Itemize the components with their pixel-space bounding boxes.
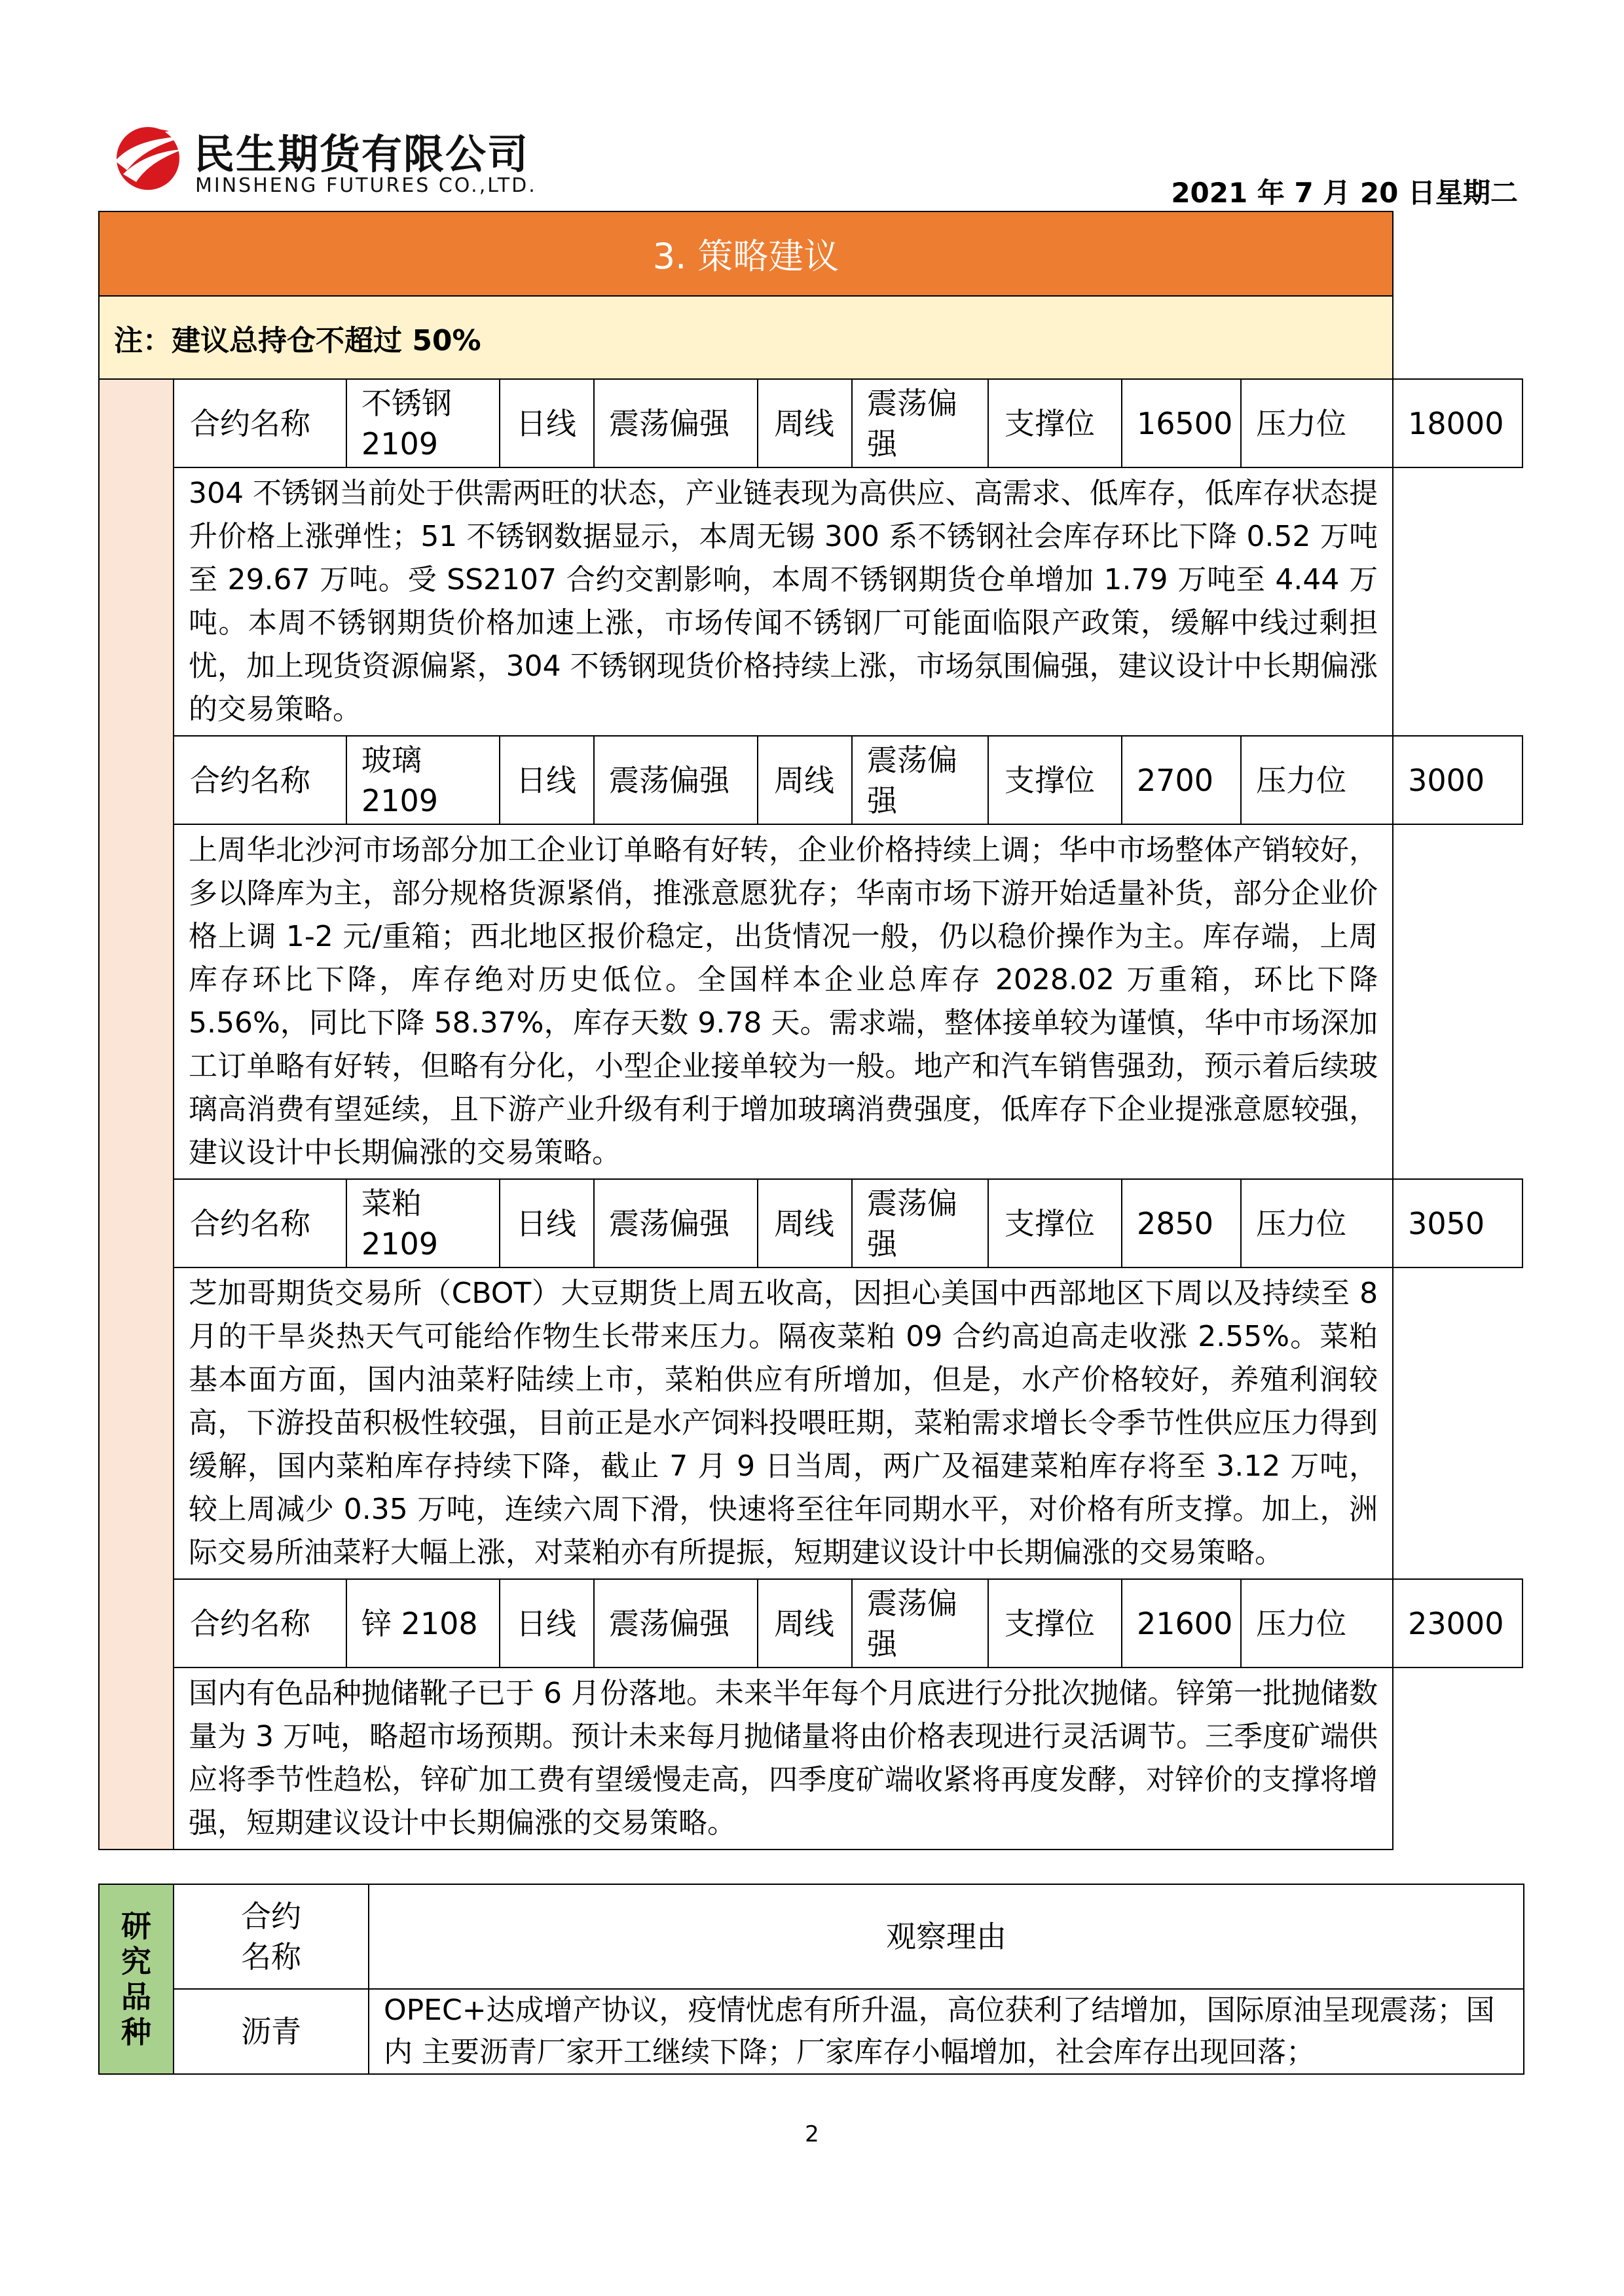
strategy-header-row [99,1579,1522,1667]
company-name-cn: 民生期货有限公司 [194,130,530,178]
strategy-header-row [99,1179,1522,1267]
weekly-label: 周线 [758,1179,852,1267]
daily-label: 日线 [500,736,594,824]
pressure-value: 18000 [1393,379,1522,467]
support-value: 21600 [1122,1579,1241,1667]
company-name-en: MINSHENG FUTURES CO.,LTD. [195,174,537,197]
minsheng-logo-icon [110,118,190,195]
weekly-label: 周线 [758,379,852,467]
contract-name: 菜粕 2109 [346,1179,500,1267]
daily-trend: 震荡偏强 [594,379,758,467]
strategy-text: 上周华北沙河市场部分加工企业订单略有好转，企业价格持续上调；华中市场整体产销较好，多以降库为主，部分规格货源紧俏，推涨意愿犹存；华南市场下游开始适量补货，部分企业价格上调 1-2 元/重箱；西北地区报价稳定，出货情况一般，仍以稳价操作为主。库存端，上周库存环比下降，库存绝对历史低位。全国样本企业总库存 2028.02 万重箱，环比下降 5.56%，同比下降 58.37%，库存天数 9.78 天。需求端，整体接单较为谨慎，华中市场深加工订单略有好转，但略有分化，小型企业接单较为一般。地产和汽车销售强劲，预示着后续玻璃高消费有望延续，且下游产业升级有利于增加玻璃消费强度，低库存下企业提涨意愿较强，建议设计中长期偏涨的交易策略。 [174,824,1393,1179]
daily-trend: 震荡偏强 [594,1179,758,1267]
col-observation-reason: 观察理由 [369,1884,1524,1989]
pressure-label: 压力位 [1241,1579,1393,1667]
observation-table [98,1884,1524,2075]
position-note: 注：建议总持仓不超过 50% [99,296,1393,379]
page-number: 2 [805,2121,819,2147]
strategy-table [98,211,1523,1850]
research-variety-label: 研究品种 [99,1884,174,2074]
support-label: 支撑位 [988,1179,1122,1267]
contract-name: 玻璃 2109 [346,736,500,824]
strategy-header-row [99,736,1522,824]
observation-reason: OPEC+达成增产协议，疫情忧虑有所升温，高位获利了结增加，国际原油呈现震荡；国内 主要沥青厂家开工继续下降；厂家库存小幅增加，社会库存出现回落； [369,1989,1524,2074]
support-value: 2850 [1122,1179,1241,1267]
weekly-trend: 震荡偏强 [852,736,988,824]
weekly-trend: 震荡偏强 [852,379,988,467]
contract-name: 锌 2108 [346,1579,500,1667]
company-logo [110,118,581,203]
support-label: 支撑位 [988,379,1122,467]
strategy-text: 国内有色品种抛储靴子已于 6 月份落地。未来半年每个月底进行分批次抛储。锌第一批抛储数量为 3 万吨，略超市场预期。预计未来每月抛储量将由价格表现进行灵活调节。三季度矿端供应将季节性趋松，锌矿加工费有望缓慢走高，四季度矿端收紧将再度发酵，对锌价的支撑将增强，短期建议设计中长期偏涨的交易策略。 [174,1667,1393,1850]
daily-trend: 震荡偏强 [594,1579,758,1667]
contract-label: 合约名称 [174,1179,346,1267]
pressure-value: 3050 [1393,1179,1522,1267]
daily-label: 日线 [500,1579,594,1667]
col-contract-name: 合约名称 [174,1884,369,1989]
daily-label: 日线 [500,1179,594,1267]
observation-row [99,1989,1524,2074]
contract-name: 不锈钢 2109 [346,379,500,467]
daily-label: 日线 [500,379,594,467]
weekly-trend: 震荡偏强 [852,1179,988,1267]
section-title: 3. 策略建议 [99,211,1393,296]
weekly-trend: 震荡偏强 [852,1579,988,1667]
support-value: 2700 [1122,736,1241,824]
support-label: 支撑位 [988,736,1122,824]
strategy-text: 芝加哥期货交易所（CBOT）大豆期货上周五收高，因担心美国中西部地区下周以及持续至 8 月的干旱炎热天气可能给作物生长带来压力。隔夜菜粕 09 合约高迫高走收涨 2.55%。菜粕基本面方面，国内油菜籽陆续上市，菜粕供应有所增加，但是，水产价格较好，养殖利润较高，下游投苗积极性较强，目前正是水产饲料投喂旺期，菜粕需求增长令季节性供应压力得到缓解，国内菜粕库存持续下降，截止 7 月 9 日当周，两广及福建菜粕库存将至 3.12 万吨，较上周减少 0.35 万吨，连续六周下滑，快速将至往年同期水平，对价格有所支撑。加上，洲际交易所油菜籽大幅上涨，对菜粕亦有所提振，短期建议设计中长期偏涨的交易策略。 [174,1267,1393,1579]
side-strip [99,379,174,1850]
strategy-header-row [99,379,1522,467]
support-value: 16500 [1122,379,1241,467]
pressure-label: 压力位 [1241,379,1393,467]
contract-label: 合约名称 [174,1579,346,1667]
observation-contract: 沥青 [174,1989,369,2074]
weekly-label: 周线 [758,736,852,824]
strategy-text: 304 不锈钢当前处于供需两旺的状态，产业链表现为高供应、高需求、低库存，低库存状态提升价格上涨弹性；51 不锈钢数据显示，本周无锡 300 系不锈钢社会库存环比下降 0.52 万吨至 29.67 万吨。受 SS2107 合约交割影响，本周不锈钢期货仓单增加 1.79 万吨至 4.44 万吨。本周不锈钢期货价格加速上涨，市场传闻不锈钢厂可能面临限产政策，缓解中线过剩担忧，加上现货资源偏紧，304 不锈钢现货价格持续上涨，市场氛围偏强，建议设计中长期偏涨的交易策略。 [174,467,1393,736]
daily-trend: 震荡偏强 [594,736,758,824]
support-label: 支撑位 [988,1579,1122,1667]
pressure-value: 23000 [1393,1579,1522,1667]
pressure-label: 压力位 [1241,1179,1393,1267]
report-date: 2021 年 7 月 20 日星期二 [1171,177,1518,209]
contract-label: 合约名称 [174,379,346,467]
pressure-value: 3000 [1393,736,1522,824]
weekly-label: 周线 [758,1579,852,1667]
pressure-label: 压力位 [1241,736,1393,824]
contract-label: 合约名称 [174,736,346,824]
